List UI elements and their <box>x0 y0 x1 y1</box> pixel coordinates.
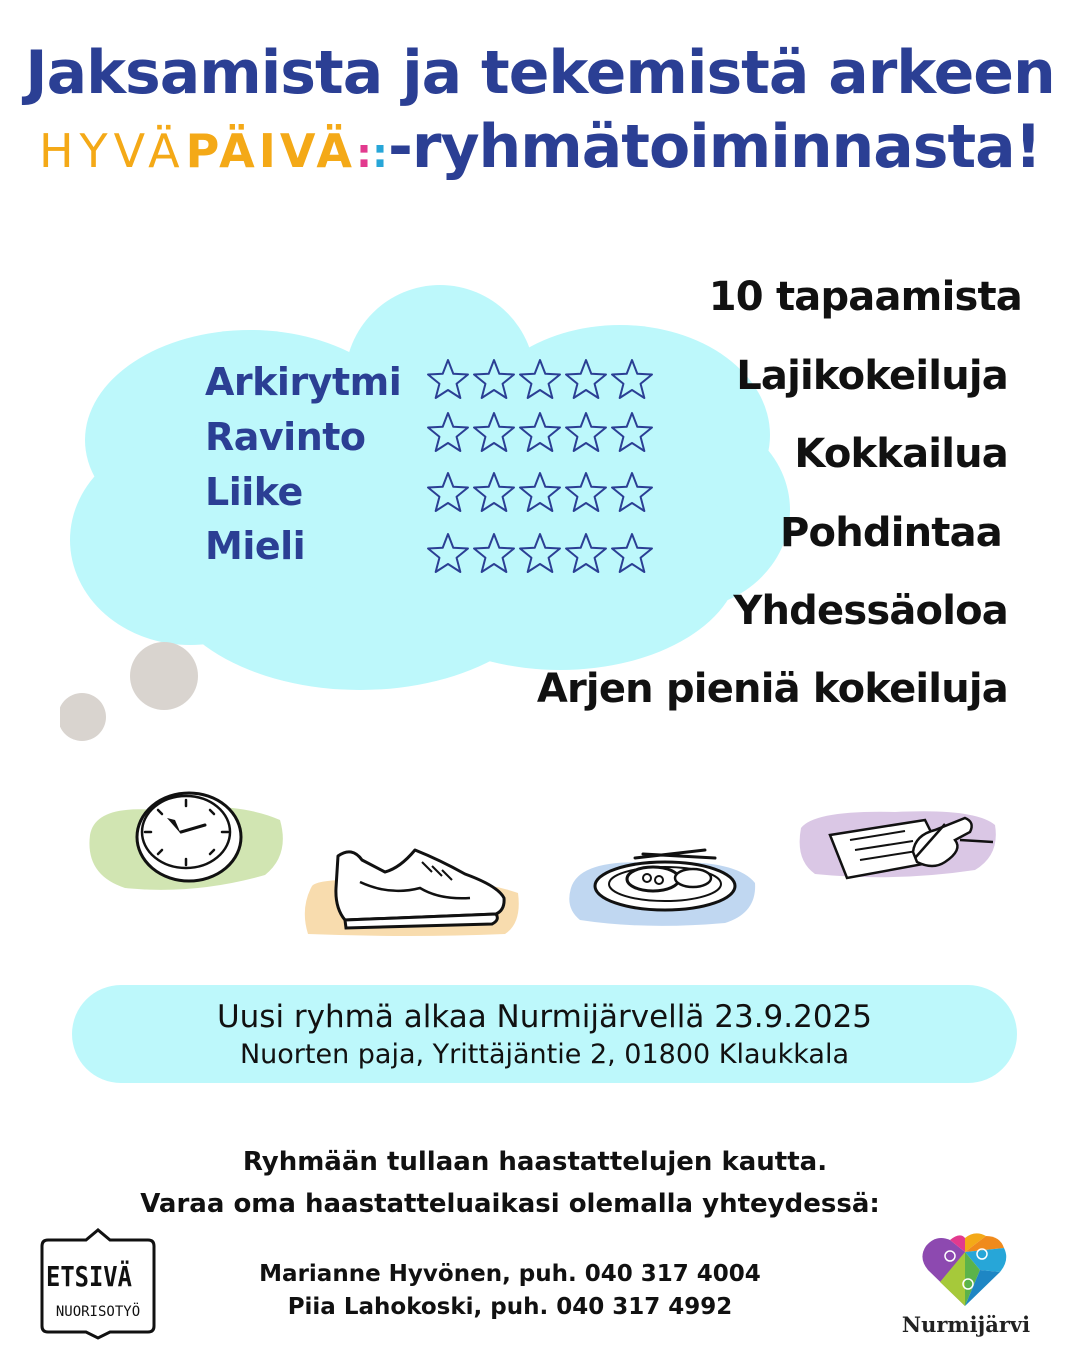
star-icon <box>520 360 560 398</box>
star-icon <box>428 360 468 398</box>
nurmijarvi-wordmark: Nurmijärvi <box>901 1312 1031 1337</box>
start-date-text: Uusi ryhmä alkaa Nurmijärvellä 23.9.2025 <box>216 999 873 1035</box>
star-icon <box>520 473 560 511</box>
etsiva-logo-top: ETSIVÄ <box>46 1261 132 1294</box>
feature-kokkailua: Kokkailua <box>794 431 1008 477</box>
star-rating-ravinto <box>425 410 655 456</box>
star-icon <box>474 473 514 511</box>
rating-label-liike: Liike <box>205 470 303 514</box>
star-icon <box>612 413 652 451</box>
star-rating-liike <box>425 470 655 516</box>
signup-line-1: Ryhmään tullaan haastattelujen kautta. <box>242 1147 828 1177</box>
star-icon <box>612 360 652 398</box>
contact-piia: Piia Lahokoski, puh. 040 317 4992 <box>287 1294 733 1320</box>
star-icon <box>566 413 606 451</box>
rating-label-mieli: Mieli <box>205 524 306 568</box>
start-info-banner <box>72 985 1017 1083</box>
thought-bubble-large <box>130 642 198 710</box>
brand-dots: :: <box>355 131 388 177</box>
feature-arjen-kokeiluja: Arjen pieniä kokeiluja <box>536 666 1008 712</box>
feature-yhdessaoloa: Yhdessäoloa <box>733 588 1008 634</box>
star-icon <box>428 413 468 451</box>
etsiva-logo-bottom: NUORISOTYÖ <box>55 1304 141 1320</box>
star-icon <box>520 534 560 572</box>
headline-exclaim: ! <box>1014 112 1042 182</box>
star-icon <box>474 413 514 451</box>
thought-bubble-small <box>60 693 106 741</box>
etsiva-nuorisotyo-logo <box>38 1228 158 1340</box>
star-icon <box>474 360 514 398</box>
subheadline <box>0 112 1080 182</box>
star-icon <box>474 534 514 572</box>
address-text: Nuorten paja, Yrittäjäntie 2, 01800 Klaukkala <box>239 1039 850 1070</box>
star-rating-arkirytmi <box>425 357 655 403</box>
star-icon <box>428 534 468 572</box>
star-rating-mieli <box>425 531 655 577</box>
brand-paiva: PÄIVÄ <box>185 124 356 178</box>
star-icon <box>566 534 606 572</box>
signup-line-2: Varaa oma haastatteluaikasi olemalla yhteydessä: <box>140 1189 880 1219</box>
contact-marianne: Marianne Hyvönen, puh. 040 317 4004 <box>259 1261 761 1287</box>
rating-label-ravinto: Ravinto <box>205 415 366 459</box>
meal-plate-icon <box>565 828 760 930</box>
feature-lajikokeiluja: Lajikokeiluja <box>736 353 1008 399</box>
star-icon <box>566 360 606 398</box>
star-icon <box>428 473 468 511</box>
headline-suffix: -ryhmätoiminnasta <box>387 112 1015 182</box>
star-icon <box>566 473 606 511</box>
star-icon <box>520 413 560 451</box>
star-icon <box>612 534 652 572</box>
star-icon <box>612 473 652 511</box>
nurmijarvi-heart-logo <box>920 1230 1010 1308</box>
feature-tapaamista: 10 tapaamista <box>708 274 1022 320</box>
writing-hand-icon <box>795 800 1000 895</box>
clock-icon <box>85 780 290 900</box>
brand-hyva: HYVÄ <box>38 124 186 178</box>
rating-label-arkirytmi: Arkirytmi <box>205 360 402 404</box>
sneaker-icon <box>300 838 525 938</box>
headline: Jaksamista ja tekemistä arkeen <box>25 38 1055 108</box>
feature-pohdintaa: Pohdintaa <box>780 510 1002 556</box>
